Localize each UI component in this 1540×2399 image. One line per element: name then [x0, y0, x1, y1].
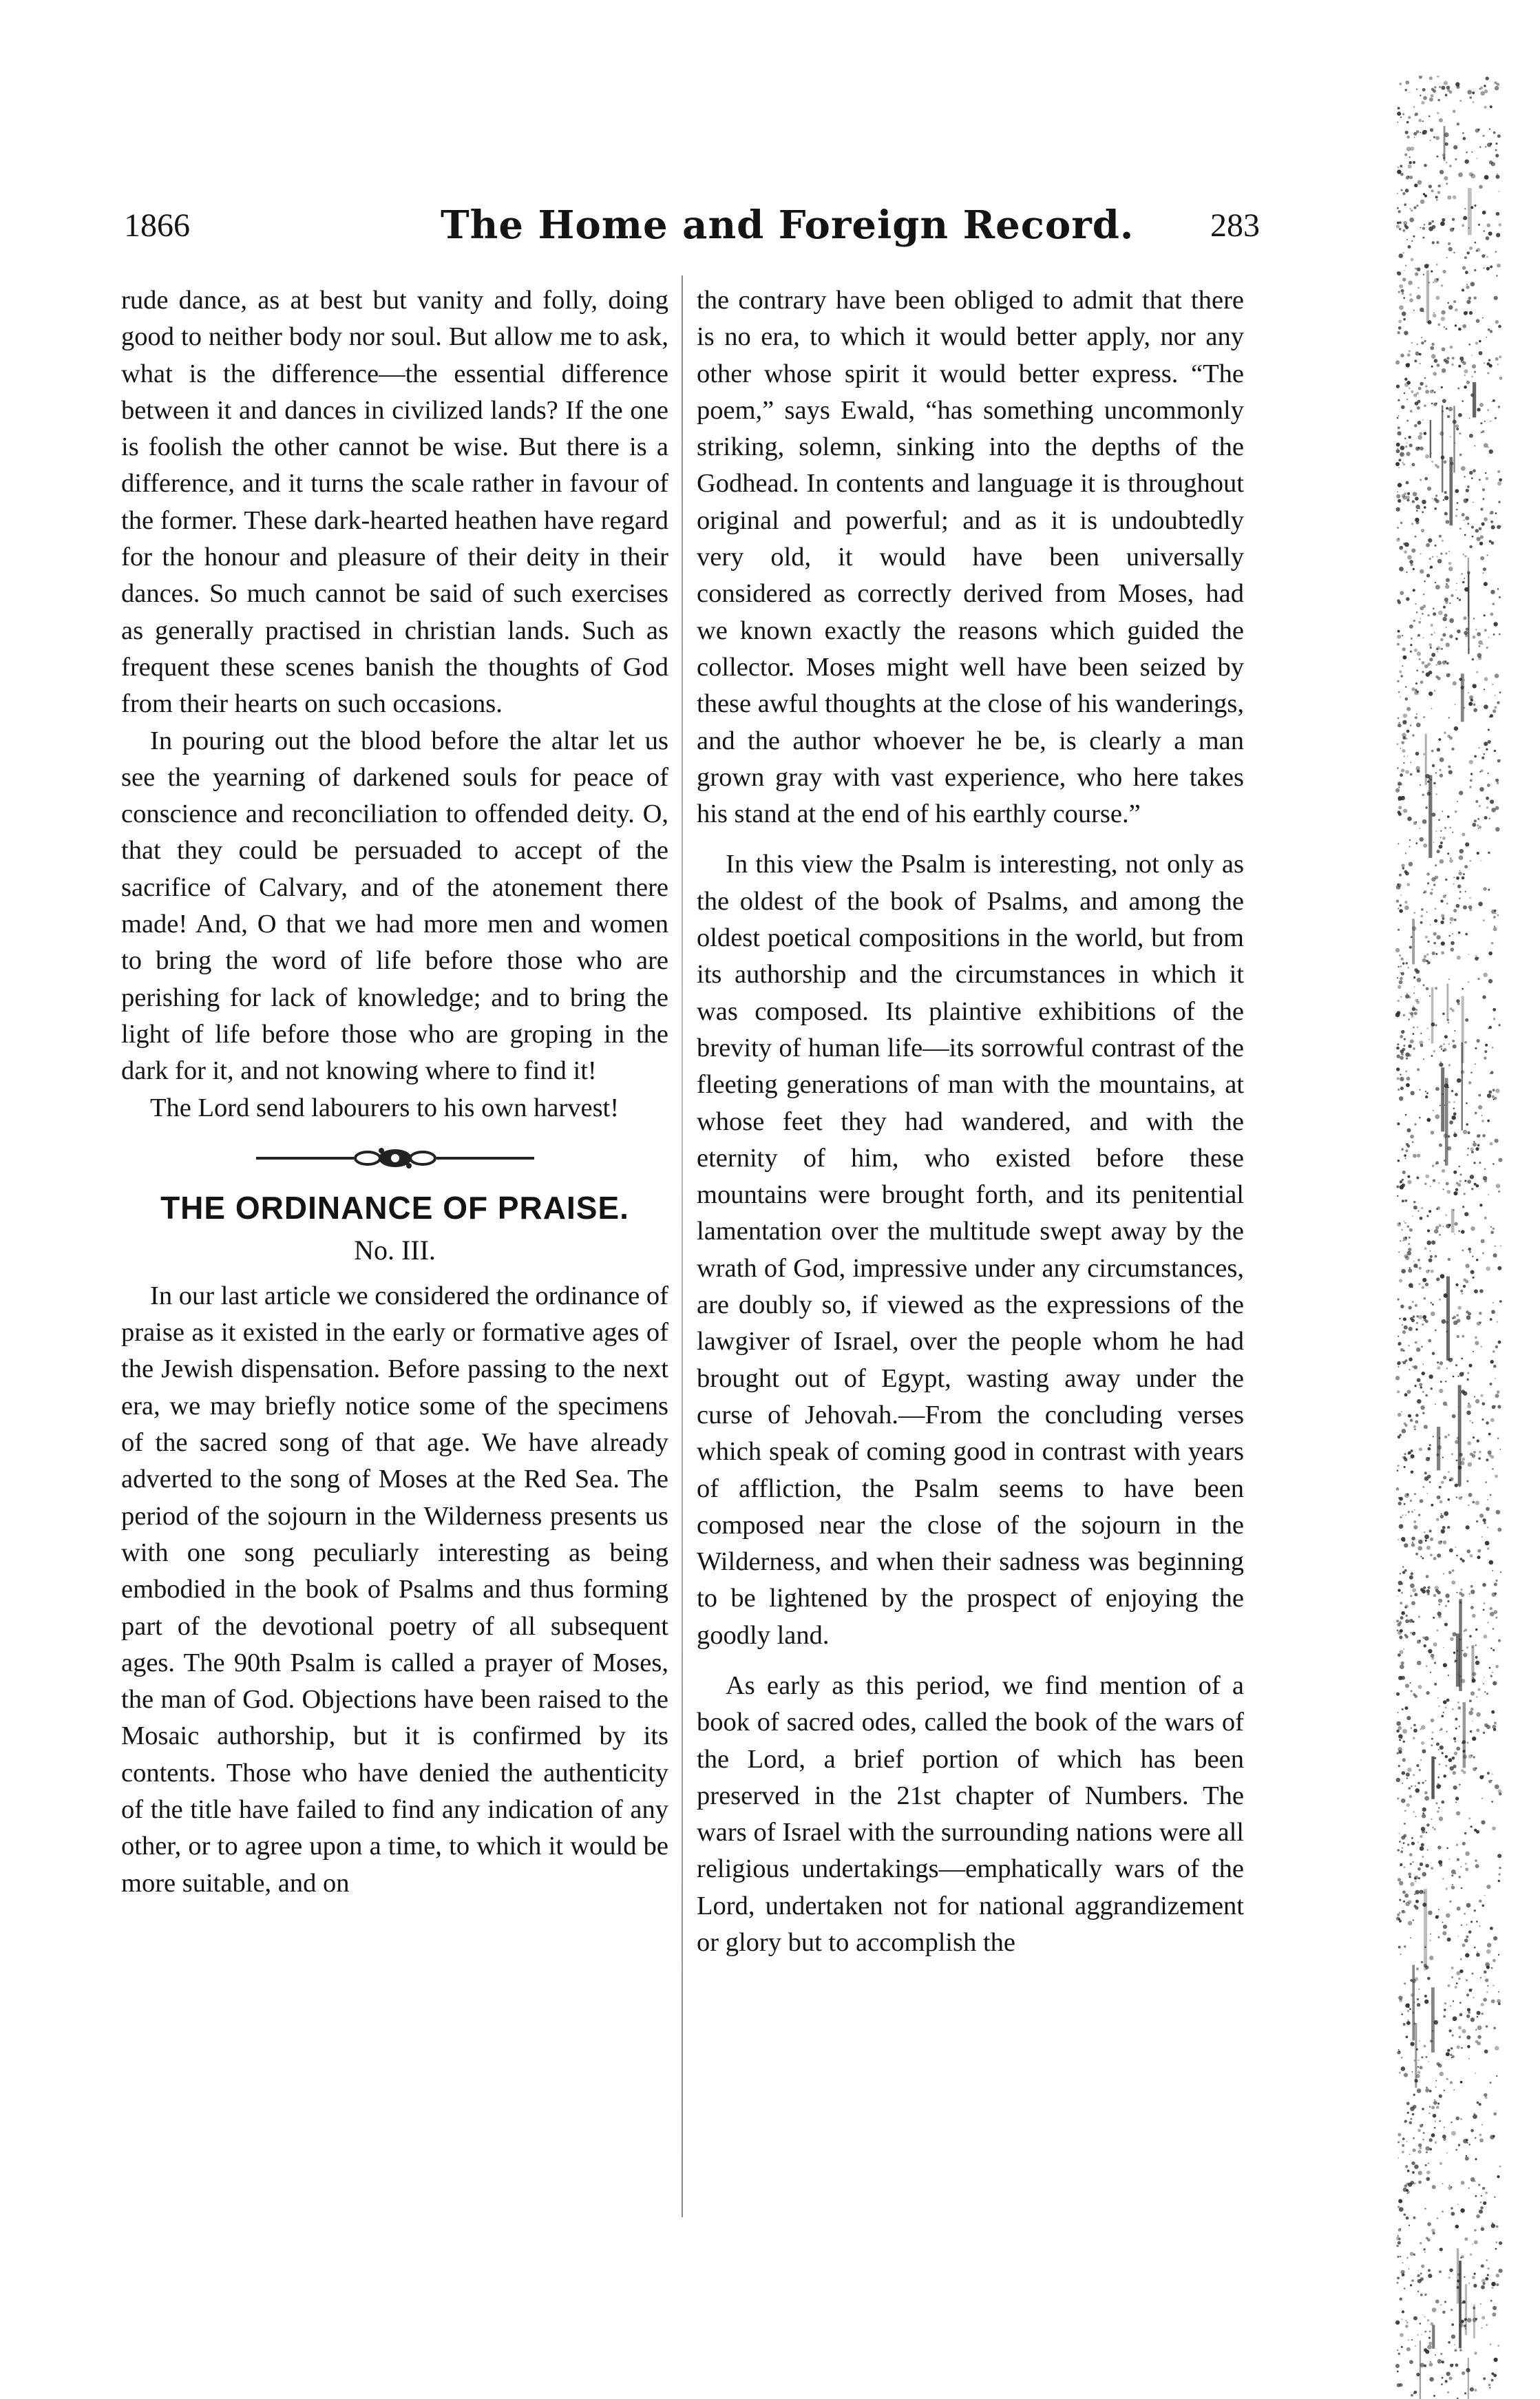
- header-year: 1866: [124, 207, 190, 244]
- column-rule: [682, 275, 683, 2217]
- right-column: [697, 282, 1244, 1961]
- running-header: [124, 202, 1260, 262]
- page-number: 283: [1210, 207, 1260, 244]
- left-column: [121, 282, 668, 1902]
- article-number: No. III.: [354, 1234, 436, 1266]
- scan-edge-noise: [1391, 76, 1540, 2399]
- paragraph: In our last article we considered the ordinance of praise as it existed in the early or formative ages of the Jewish dispensation. Before passing to the next era, we may briefly notice some of the specimens of the sacred song of that age. We have already adverted to the song of Moses at the Red Sea. The period of the sojourn in the Wilderness presents us with one song peculiarly interesting as being embodied in the book of Psalms and thus forming part of the devotional poetry of all subsequent ages. The 90th Psalm is called a prayer of Moses, the man of God. Objections have been raised to the Mosaic authorship, but it is confirmed by its contents. Those who have denied the authenticity of the title have failed to find any indication of any other, or to agree upon a time, to which it would be more suitable, and on: [121, 1281, 668, 1898]
- journal-title: The Home and Foreign Record.: [441, 202, 1135, 248]
- ornament-divider-icon: [251, 1144, 540, 1172]
- paragraph: the contrary have been obliged to admit that there is no era, to which it would better apply, nor any other whose spirit it would better express. “The poem,” says Ewald, “has something uncommonly striking, solemn, sinking into the depths of the Godhead. In contents and language it is throughout original and powerful; and as it is undoubtedly very old, it would have been universally considered as correctly derived from Moses, had we known exactly the reasons which guided the collector. Moses might well have been seized by these awful thoughts at the close of his wanderings, and the author whoever he be, is clearly a man grown gray with vast experience, who here takes his stand at the end of his earthly course.”: [697, 286, 1244, 829]
- article-title: THE ORDINANCE OF PRAISE.: [160, 1189, 629, 1226]
- paragraph: The Lord send labourers to his own harvest!: [150, 1093, 620, 1122]
- paragraph: rude dance, as at best but vanity and folly, doing good to neither body nor soul. But allow me to ask, what is the difference—the essential difference between it and dances in civilized lands? If the one is foolish the other cannot be wise. But there is a difference, and it turns the scale rather in favour of the former. These dark-hearted heathen have regard for the honour and pleasure of their deity in their dances. So much cannot be said of such exercises as generally practised in christian lands. Such as frequent these scenes banish the thoughts of God from their hearts on such occasions.: [121, 286, 668, 719]
- paragraph: In this view the Psalm is interesting, not only as the oldest of the book of Psalms, and among the oldest poetical compositions in the world, but from its authorship and the circumstances in which it was composed. Its plaintive exhibitions of the brevity of human life—its sorrowful contrast of the fleeting generations of man with the mountains, at whose feet they had wandered, and with the eternity of him, who existed before these mountains were brought forth, and its penitential lamentation over the multitude swept away by the wrath of God, impressive under any circumstances, are doubly so, if viewed as the expressions of the lawgiver of Israel, over the people whom he had brought out of Egypt, wasting away under the curse of Jehovah.—From the concluding verses which speak of coming good in contrast with years of affliction, the Psalm seems to have been composed near the close of the sojourn in the Wilderness, and when their sadness was beginning to be lightened by the prospect of enjoying the goodly land.: [697, 850, 1244, 1650]
- paragraph: In pouring out the blood before the altar let us see the yearning of darkened souls for peace of conscience and reconciliation to offended deity. O, that they could be persuaded to accept of the sacrifice of Calvary, and of the atonement there made! And, O that we had more men and women to bring the word of life before those who are perishing for lack of knowledge; and to bring the light of life before those who are groping in the dark for it, and not knowing where to find it!: [121, 726, 668, 1086]
- paragraph: As early as this period, we find mention of a book of sacred odes, called the book of the wars of the Lord, a brief portion of which has been preserved in the 21st chapter of Numbers. The wars of Israel with the surrounding nations were all religious undertakings—emphatically wars of the Lord, undertaken not for national aggrandizement or glory but to accomplish the: [697, 1670, 1244, 1958]
